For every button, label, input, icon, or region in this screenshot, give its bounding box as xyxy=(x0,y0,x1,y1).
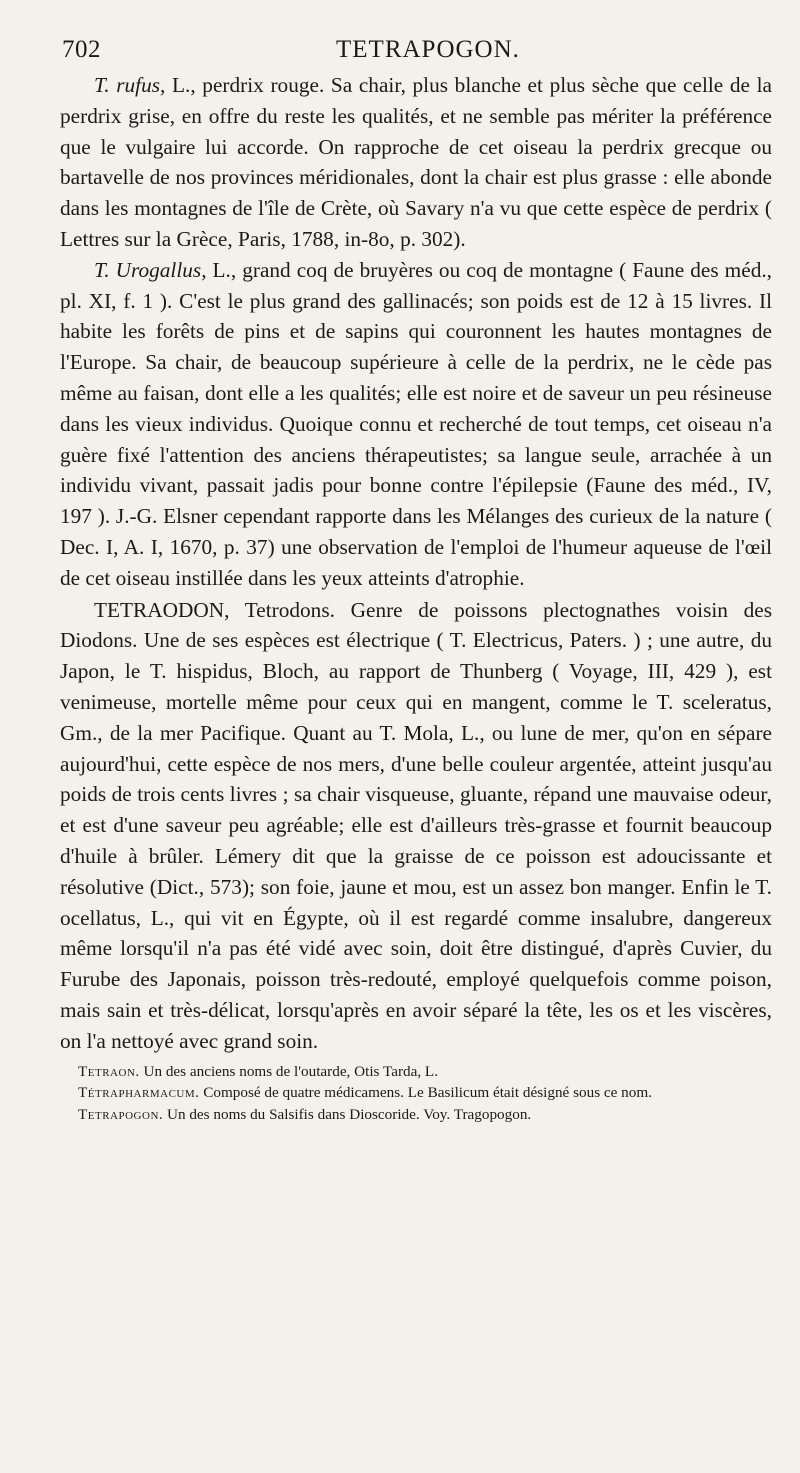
entry-text: L., perdrix rouge. Sa chair, plus blanche et plus sèche que celle de la perdrix grise, en offre du reste les qualités, et ne semble pas mériter la préférence que le vulgaire lui accorde. On rapproche de cet oiseau la perdrix grecque ou bartavelle de nos provinces méridionales, dont la chair est plus grasse : elle abonde dans les montagnes de l'île de Crète, où Savary n'a vu que cette espèce de perdrix ( Lettres sur la Grèce, Paris, 1788, in-8o, p. 302). xyxy=(60,73,773,251)
note-head: Tétrapharmacum. xyxy=(78,1084,200,1102)
entry-lead: T. rufus, xyxy=(94,73,166,97)
entry-tetraodon xyxy=(60,595,772,1057)
page-header xyxy=(60,36,772,70)
note-tetraon xyxy=(60,1061,772,1083)
note-tetrapogon xyxy=(60,1104,772,1126)
note-tetrapharmacum xyxy=(60,1082,772,1104)
entry-text: L., grand coq de bruyères ou coq de montagne ( Faune des méd., pl. XI, f. 1 ). C'est le plus grand des gallinacés; son poids est de 12 à 15 livres. Il habite les forêts de pins et de sapins qui couronnent les hautes montagnes de l'Europe. Sa chair, de beaucoup supérieure à celle de la perdrix, ne le cède pas même au faisan, dont elle a les qualités; elle est noire et de saveur un peu résineuse dans les vieux individus. Quoique connu et recherché de tout temps, cet oiseau n'a guère fixé l'attention des anciens thérapeutistes; sa langue seule, arrachée à un individu vivant, passait jadis pour bonne contre l'épilepsie (Faune des méd., IV, 197 ). J.-G. Elsner cependant rapporte dans les Mélanges des curieux de la nature ( Dec. I, A. I, 1670, p. 37) une observation de l'emploi de l'humeur aqueuse de l'œil de cet oiseau instillée dans les yeux atteints d'atrophie. xyxy=(60,257,772,590)
page-number: 702 xyxy=(62,36,101,63)
running-head: TETRAPOGON. xyxy=(336,36,520,63)
entry-text: Tetrodons. Genre de poissons plectognathes voisin des Diodons. Une de ses espèces est électrique ( T. Electricus, Paters. ) ; une autre, du Japon, le T. hispidus, Bloch, au rapport de Thunberg ( Voyage, III, 429 ), est venimeuse, mortelle même pour ceux qui en mangent, comme le T. sceleratus, Gm., de la mer Pacifique. Quant au T. Mola, L., ou lune de mer, qu'on en sépare aujourd'hui, cette espèce de nos mers, d'une belle couleur argentée, atteint jusqu'au poids de trois cents livres ; sa chair visqueuse, gluante, répand une mauvaise odeur, et est d'une saveur peu agréable; elle est d'ailleurs très-grasse et fournit beaucoup d'huile à brûler. Lémery dit que la graisse de ce poisson est adoucissante et résolutive (Dict., 573); son foie, jaune et mou, est un assez bon manger. Enfin le T. ocellatus, L., qui vit en Égypte, où il est regardé comme insalubre, dangereux même lorsqu'il n'a pas été vidé avec soin, doit être distingué, d'après Cuvier, du Furube des Japonais, poisson très-redouté, employé quelquefois comme poison, mais sain et très-délicat, lorsqu'après en avoir séparé la tête, les os et les viscères, on l'a nettoyé avec grand soin. xyxy=(60,597,772,1053)
entries xyxy=(60,70,772,1057)
entry-t-rufus xyxy=(60,70,772,255)
note-text: Un des anciens noms de l'outarde, Otis Tarda, L. xyxy=(139,1062,439,1080)
note-head: Tetraon. xyxy=(78,1062,140,1080)
entry-t-urogallus xyxy=(60,255,772,594)
note-text: Un des noms du Salsifis dans Dioscoride. Voy. Tragopogon. xyxy=(163,1106,532,1124)
note-head: Tetrapogon. xyxy=(78,1106,164,1124)
short-notes xyxy=(60,1061,772,1126)
entry-lead: T. Urogallus, xyxy=(94,257,207,282)
note-text: Composé de quatre médicamens. Le Basilicum était désigné sous ce nom. xyxy=(199,1084,652,1102)
entry-lead: TETRAODON, xyxy=(94,597,230,622)
